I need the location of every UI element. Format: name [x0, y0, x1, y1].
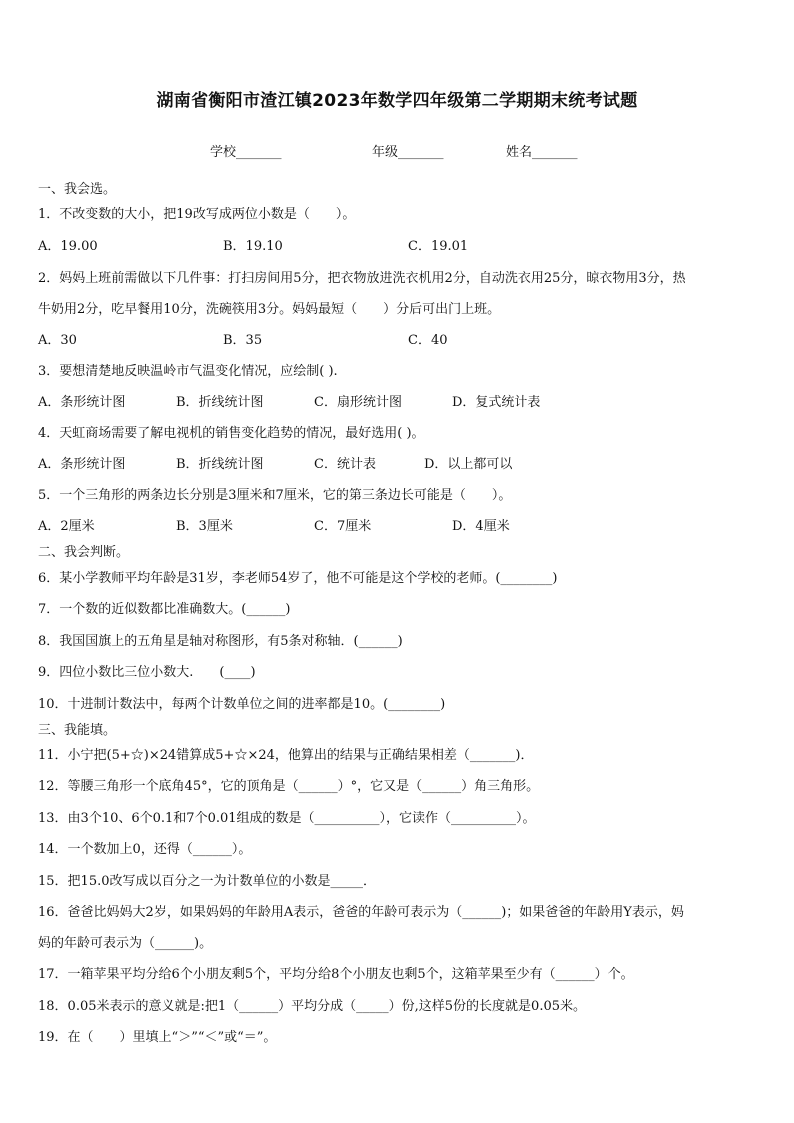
option-b: B．折线统计图	[176, 395, 264, 410]
section-heading-fill: 三、我能填。	[38, 723, 117, 738]
option-c: C．统计表	[314, 457, 376, 472]
question-8: 8．我国国旗上的五角星是轴对称图形，有5条对称轴．(______)	[38, 634, 403, 649]
option-c: C．7厘米	[314, 519, 372, 534]
option-a: A．30	[38, 333, 77, 348]
name-field: 姓名_______	[506, 145, 578, 160]
question-1: 1．不改变数的大小，把19改写成两位小数是（ ）。	[38, 207, 356, 222]
question-12: 12．等腰三角形一个底角45°，它的顶角是（______）°，它又是（______）角三角形。	[38, 779, 540, 794]
question-11: 11．小宁把(5+☆)×24错算成5+☆×24，他算出的结果与正确结果相差（_______)．	[38, 748, 534, 763]
option-d: D．4厘米	[452, 519, 510, 534]
option-a: A．条形统计图	[38, 457, 126, 472]
question-6: 6．某小学教师平均年龄是31岁，李老师54岁了，他不可能是这个学校的老师。(________)	[38, 571, 558, 586]
option-a: A．条形统计图	[38, 395, 126, 410]
question-3: 3．要想清楚地反映温岭市气温变化情况，应绘制( ).	[38, 364, 338, 379]
question-4: 4．天虹商场需要了解电视机的销售变化趋势的情况，最好选用( )。	[38, 426, 425, 441]
section-heading-judge: 二、我会判断。	[38, 545, 130, 560]
option-b: B．35	[223, 333, 263, 348]
question-9: 9．四位小数比三位小数大. (____)	[38, 665, 256, 680]
option-d: D．以上都可以	[424, 457, 513, 472]
question-13: 13．由3个10、6个0.1和7个0.01组成的数是（__________），它读作（__________）。	[38, 811, 536, 826]
option-c: C．19.01	[408, 239, 469, 254]
question-5: 5．一个三角形的两条边长分别是3厘米和7厘米，它的第三条边长可能是（ ）。	[38, 488, 512, 503]
option-c: C．40	[408, 333, 448, 348]
question-19: 19．在（ ）里填上“＞”“＜”或“＝”。	[38, 1030, 277, 1045]
option-b: B．3厘米	[176, 519, 233, 534]
question-16-line-1: 16．爸爸比妈妈大2岁，如果妈妈的年龄用A表示，爸爸的年龄可表示为（______)；如果爸爸的年龄用Y表示，妈	[38, 905, 684, 920]
option-c: C．扇形统计图	[314, 395, 402, 410]
question-16-line-2: 妈的年龄可表示为（______)。	[38, 936, 213, 951]
option-a: A．2厘米	[38, 519, 95, 534]
question-2-line-1: 2．妈妈上班前需做以下几件事：打扫房间用5分，把衣物放进洗衣机用2分，自动洗衣用25分，晾衣物用3分，热	[38, 271, 686, 286]
question-7: 7．一个数的近似数都比准确数大。(______)	[38, 602, 291, 617]
question-2-line-2: 牛奶用2分，吃早餐用10分，洗碗筷用3分。妈妈最短（ ）分后可出门上班。	[38, 302, 501, 317]
question-14: 14．一个数加上0，还得（______）。	[38, 842, 252, 857]
option-b: B．折线统计图	[176, 457, 264, 472]
question-10: 10．十进制计数法中，每两个计数单位之间的进率都是10。(________)	[38, 697, 446, 712]
section-heading-choose: 一、我会选。	[38, 182, 117, 197]
option-d: D．复式统计表	[452, 395, 541, 410]
grade-field: 年级_______	[372, 145, 444, 160]
question-15: 15．把15.0改写成以百分之一为计数单位的小数是_____．	[38, 874, 376, 889]
option-b: B．19.10	[223, 239, 283, 254]
question-17: 17．一箱苹果平均分给6个小朋友剩5个，平均分给8个小朋友也剩5个，这箱苹果至少有（______）个。	[38, 967, 634, 982]
question-18: 18．0.05米表示的意义就是:把1（______）平均分成（_____）份,这样5份的长度就是0.05米。	[38, 999, 586, 1014]
school-field: 学校_______	[210, 145, 282, 160]
exam-title: 湖南省衡阳市渣江镇2023年数学四年级第二学期期末统考试题	[156, 91, 638, 111]
option-a: A．19.00	[38, 239, 98, 254]
